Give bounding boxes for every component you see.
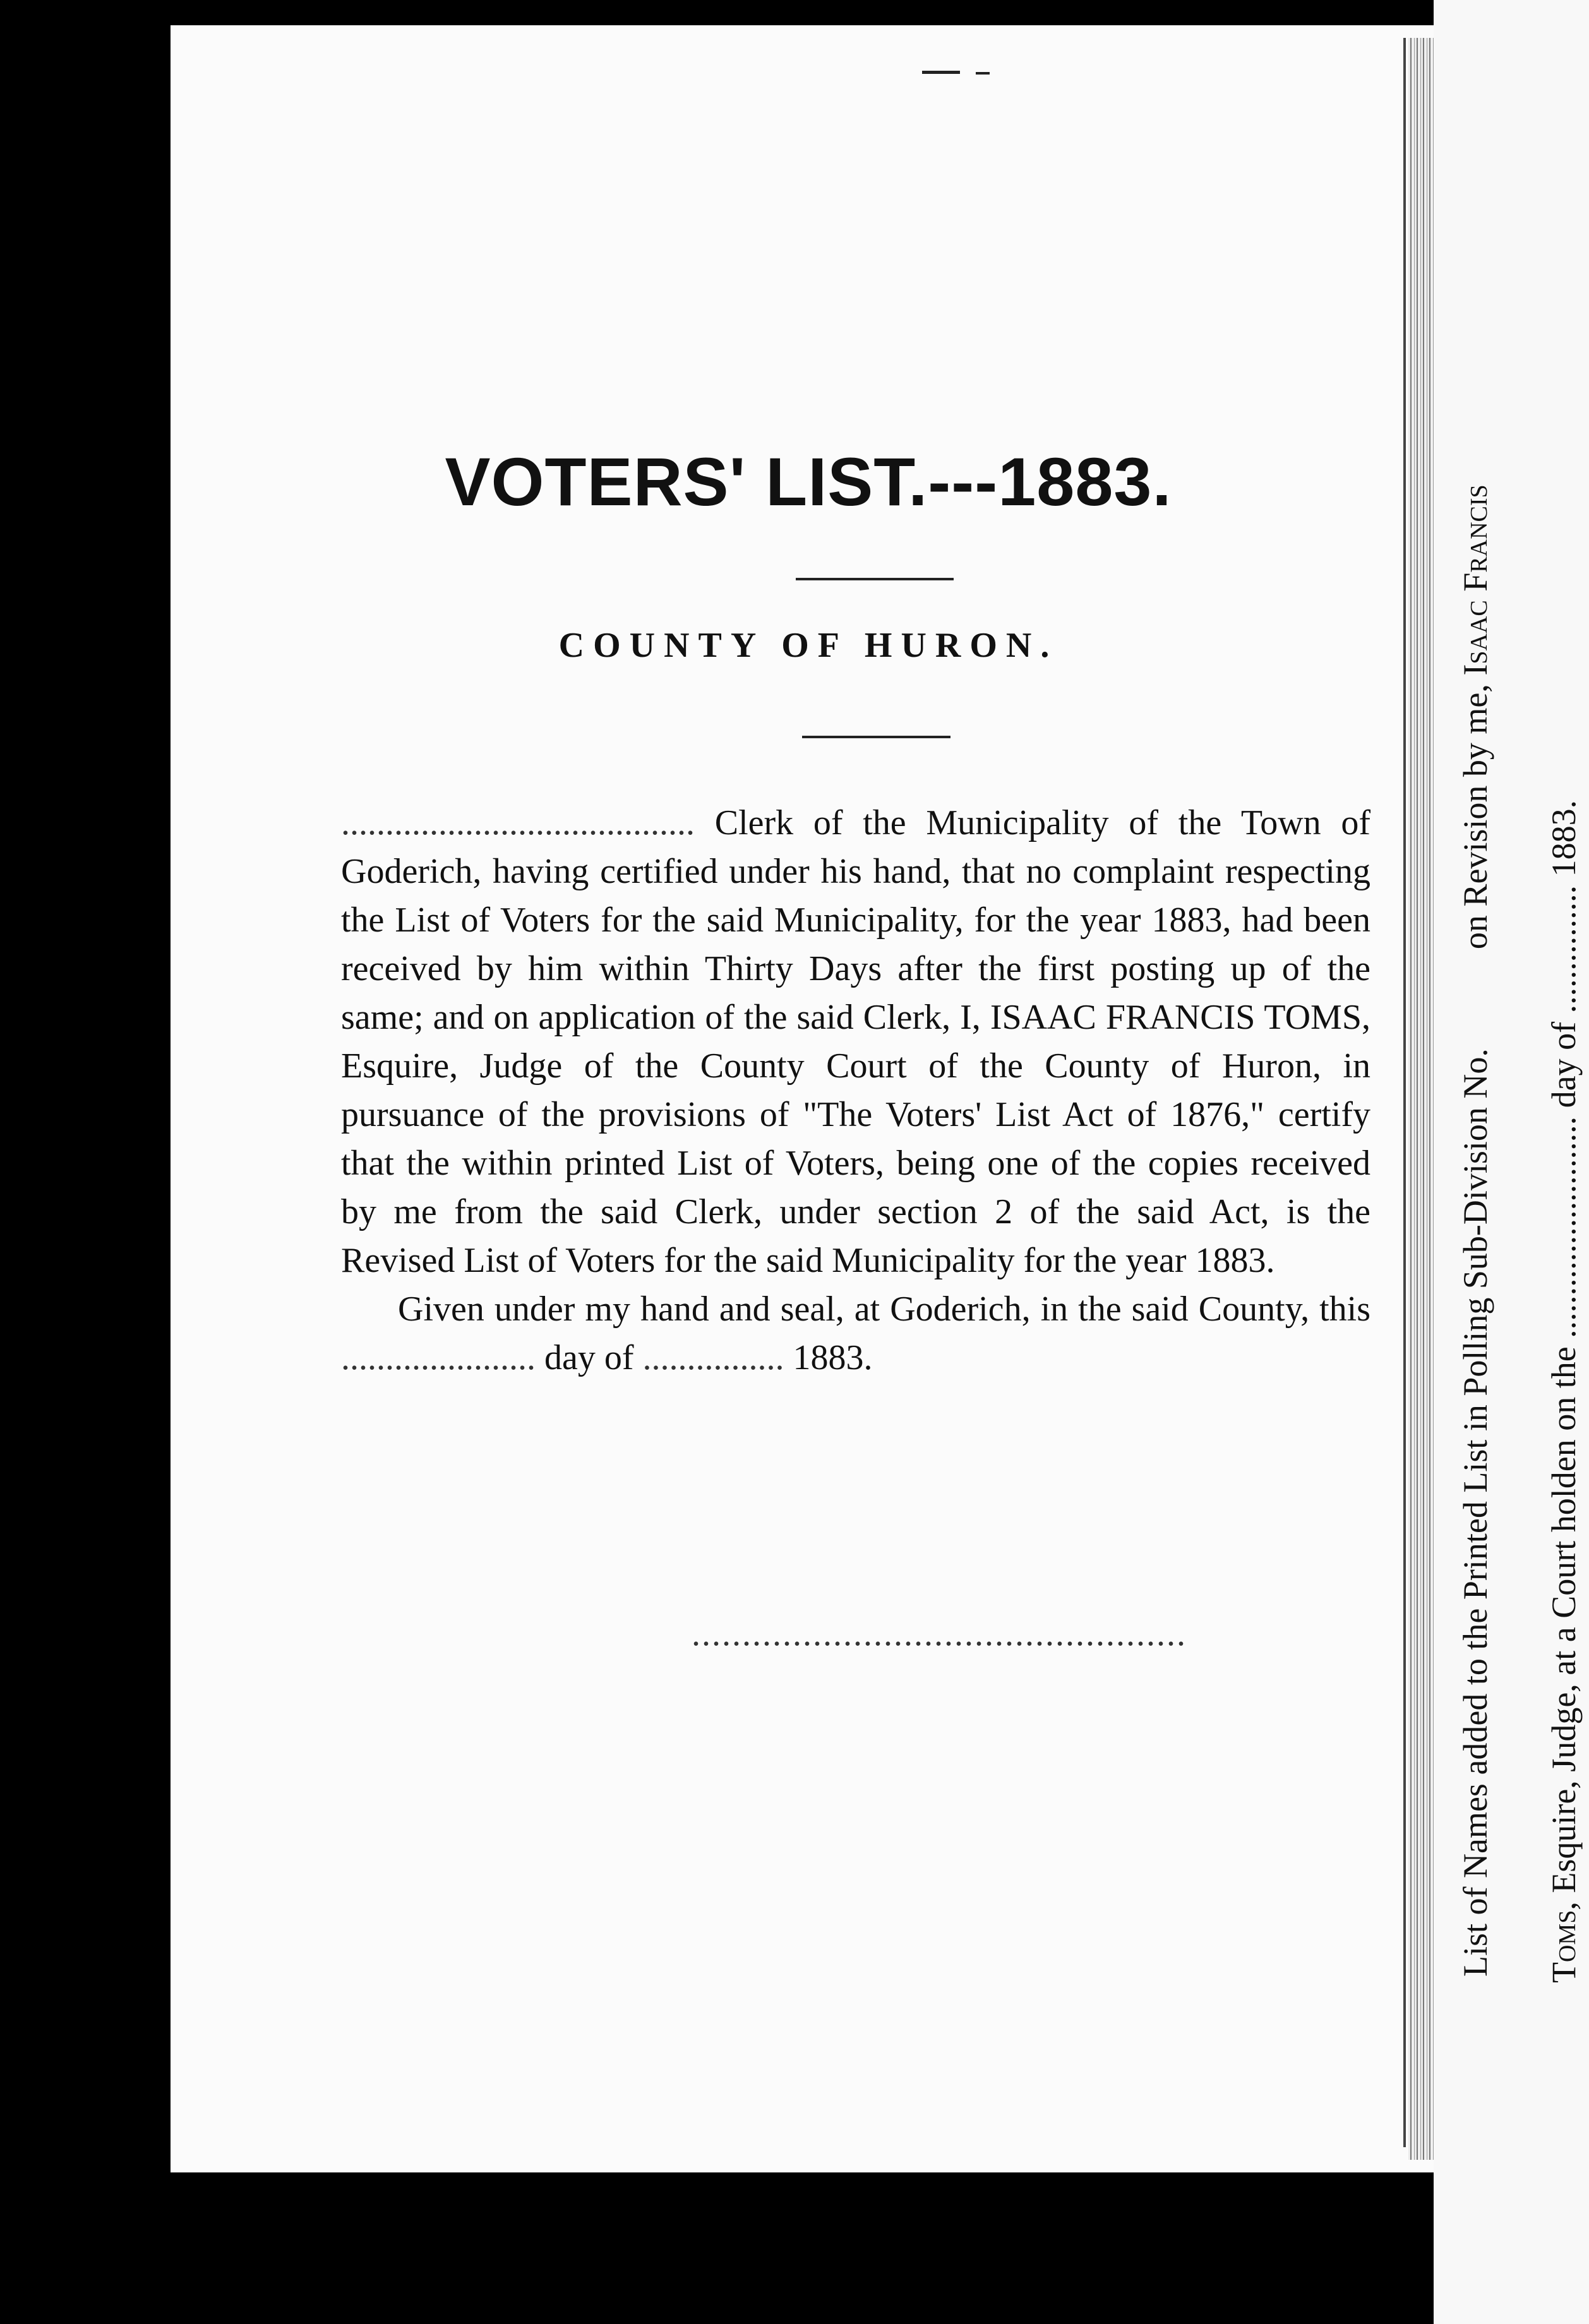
signature-blank: ................................................. — [692, 1614, 1187, 1653]
certificate-text — [341, 799, 1370, 1382]
side-line2-name: Toms — [1545, 1910, 1583, 1983]
print-speck — [976, 72, 990, 75]
fold-line — [1403, 38, 1406, 2147]
day-of-text: day of — [544, 1338, 634, 1377]
county-divider — [802, 736, 950, 738]
day-blank: ...................... — [341, 1338, 536, 1377]
certificate-year: 1883. — [793, 1338, 873, 1377]
side-line1-name: Isaac Francis — [1456, 484, 1494, 676]
certificate-opening: Clerk of the Municipality of the Town of Goderich, having certified under his hand, that no complaint respecting the List of Voters for the said Municipality, for the year 1883, had been received by him within Thirty Days after the first posting up of the same; and on application of the said Clerk, I, ISAAC FRANCIS TOMS, Esquire, Judge of the County Court of the County of Huron, in pursuance of the provisions of "The Voters' List Act of 1876," certify that the within printed List of Voters, being one of the copies received by me from the said Clerk, under section 2 of the said Act, is the Revised List of Voters for the said Municipality for the year 1883. — [341, 803, 1371, 1280]
side-line1-part1: List of Names added to the Printed List in Polling Sub-Division No. — [1456, 1048, 1494, 1977]
given-under-text: Given under my hand and seal, at Goderich, in the said County, this — [398, 1290, 1370, 1329]
side-line2-year: 1883. — [1545, 800, 1583, 877]
side-line2-day-of: day of — [1545, 1021, 1583, 1108]
title-divider — [796, 578, 954, 580]
page-edge-strip — [1408, 38, 1434, 2160]
side-heading-line-1 — [1456, 484, 1495, 1977]
side-line2-dots2: ............... — [1545, 885, 1583, 1014]
clerk-name-blank: ........................................ — [341, 803, 695, 842]
county-heading: COUNTY OF HURON. — [558, 626, 1058, 665]
month-blank: ................ — [642, 1338, 784, 1377]
print-speck — [922, 71, 960, 74]
side-line2-dots1: .......................... — [1545, 1116, 1583, 1338]
side-heading-line-2 — [1544, 800, 1583, 1983]
given-under-paragraph — [341, 1285, 1370, 1382]
certificate-paragraph — [341, 799, 1370, 1285]
side-line1-part2: on Revision by me, — [1456, 684, 1494, 950]
side-line2-part1: , Esquire, Judge, at a Court holden on the — [1545, 1346, 1583, 1910]
document-title: VOTERS' LIST.---1883. — [445, 443, 1172, 520]
